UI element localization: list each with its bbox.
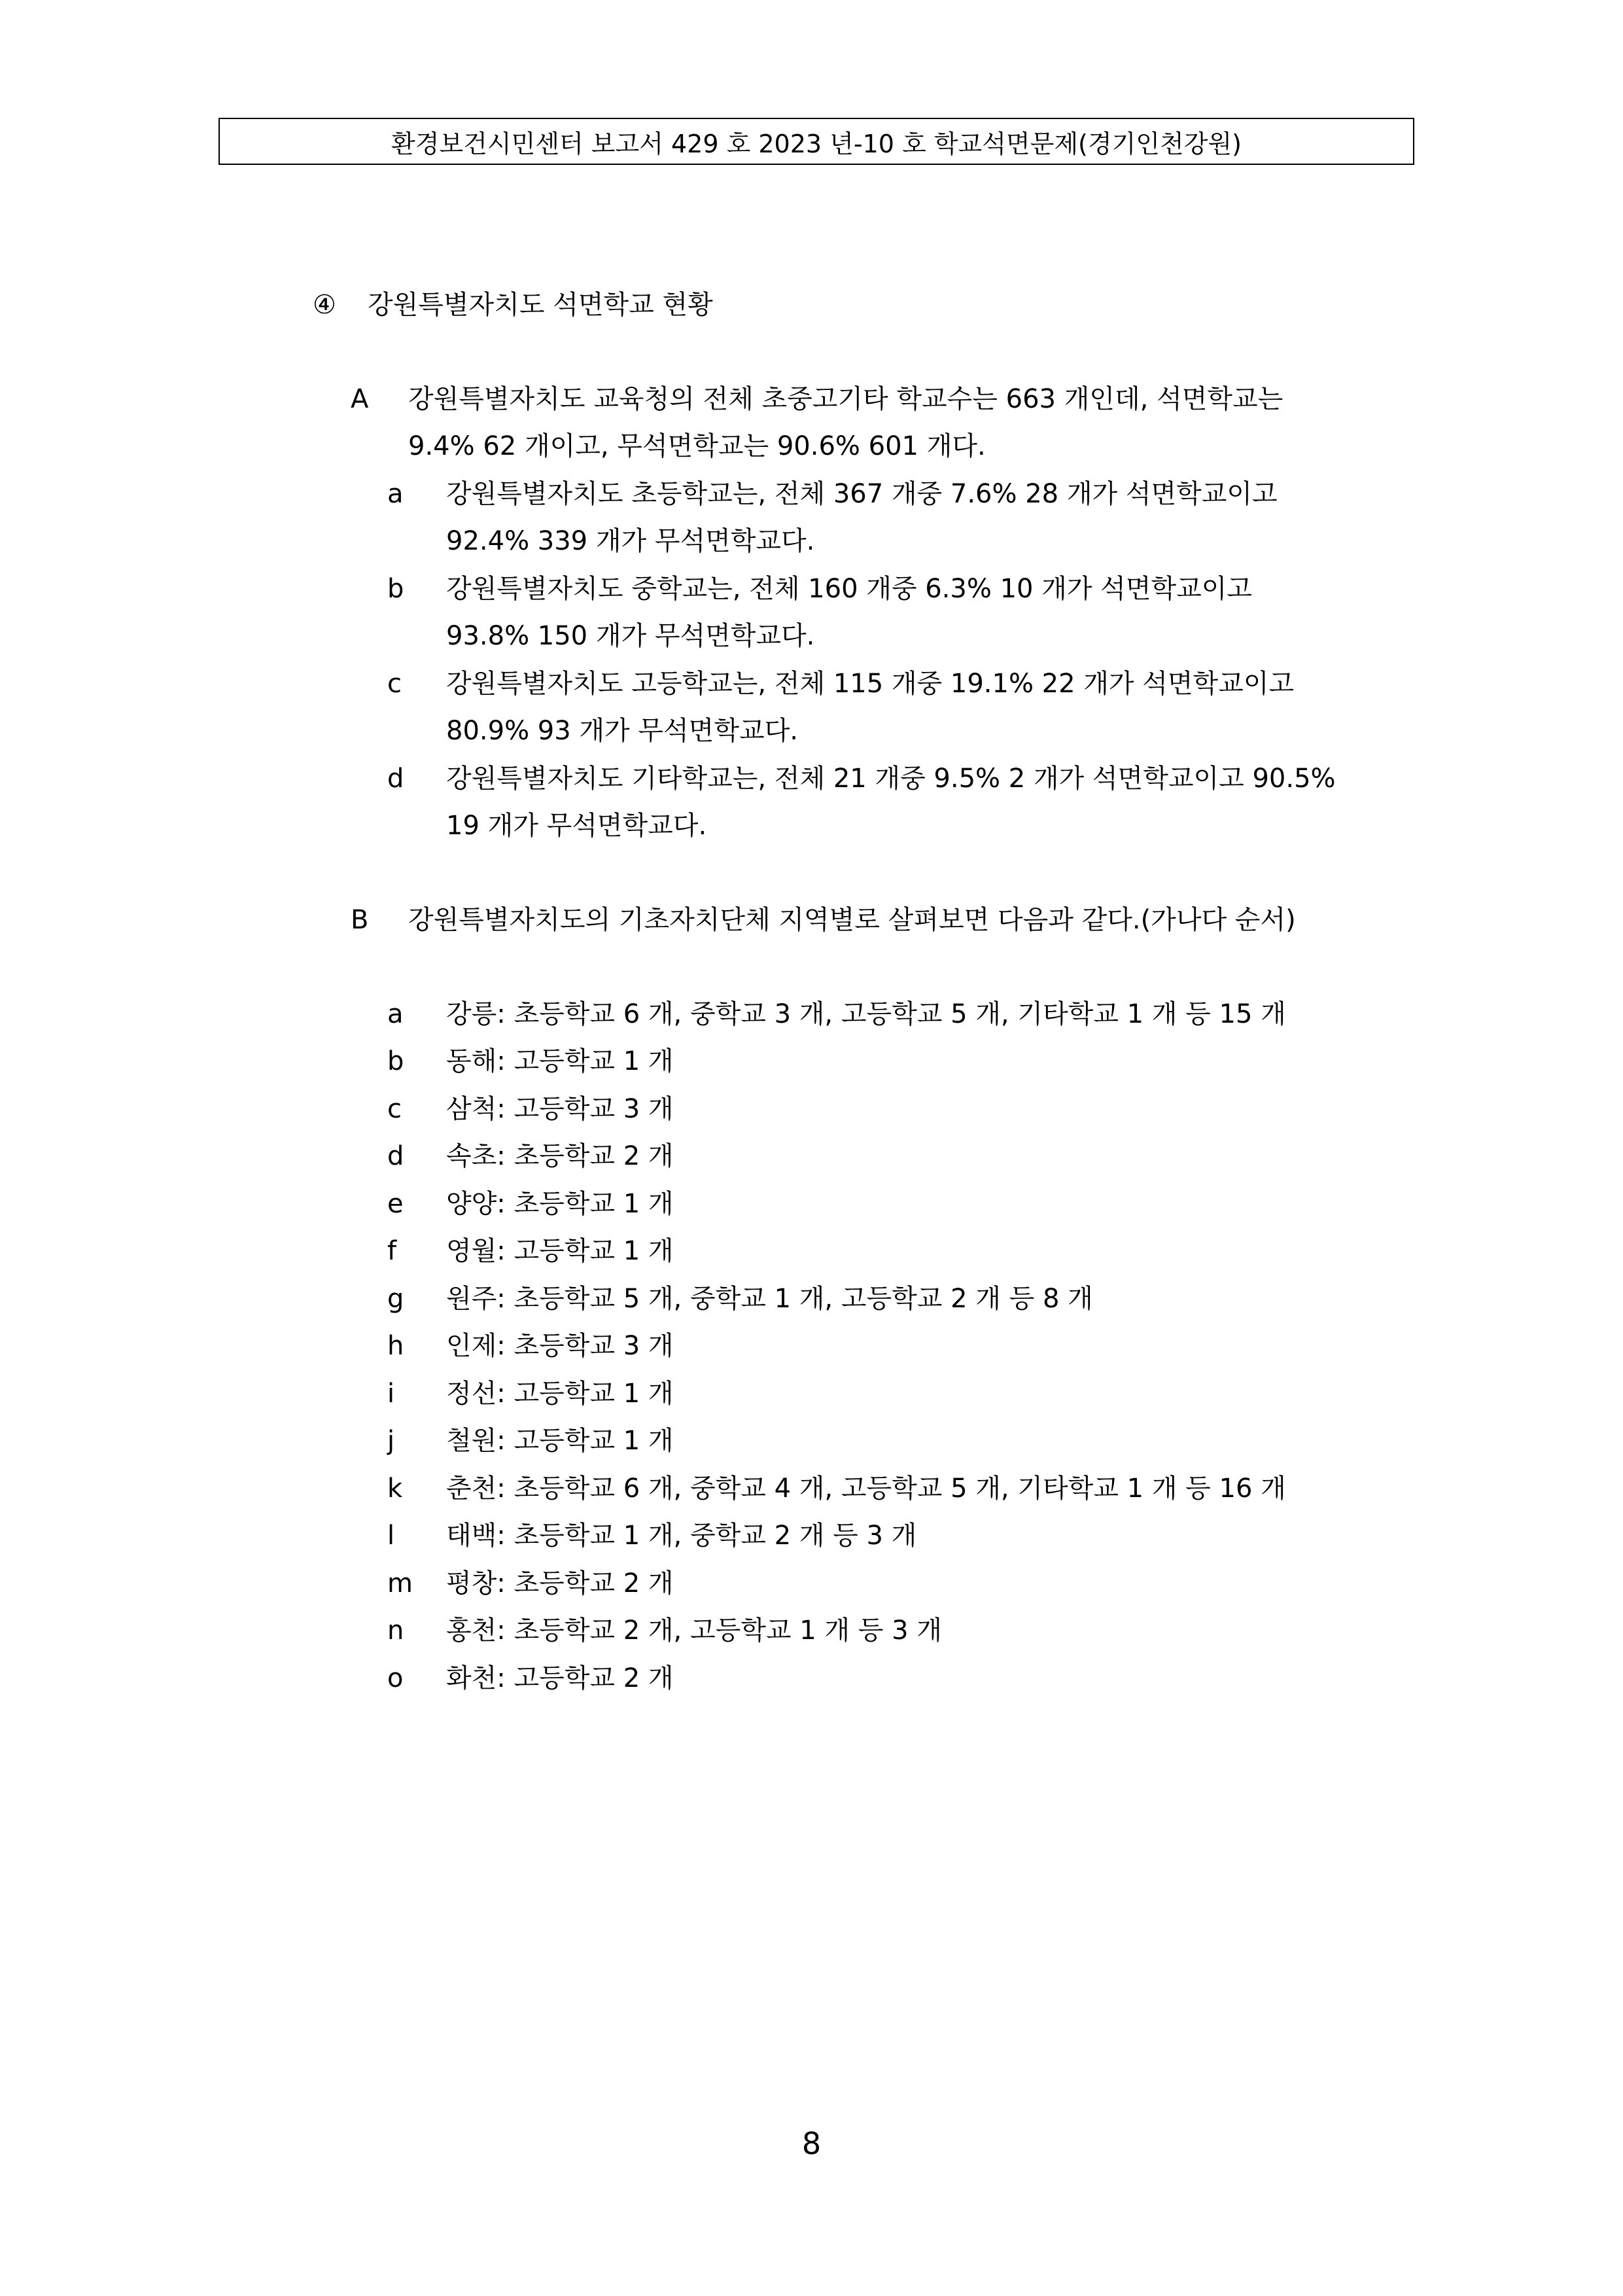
region-item: 철원: 고등학교 1 개 xyxy=(446,1426,674,1456)
region-item: 영월: 고등학교 1 개 xyxy=(446,1236,674,1266)
region-marker: m xyxy=(387,1568,413,1598)
section-a-item-line2: 80.9% 93 개가 무석면학교다. xyxy=(446,716,798,746)
section-a-item-line2: 19 개가 무석면학교다. xyxy=(446,811,707,841)
region-item: 평창: 초등학교 2 개 xyxy=(446,1568,674,1598)
region-marker: b xyxy=(387,1046,404,1076)
region-marker: h xyxy=(387,1331,404,1361)
region-item: 동해: 고등학교 1 개 xyxy=(446,1046,674,1076)
section-a-item-line2: 92.4% 339 개가 무석면학교다. xyxy=(446,526,815,556)
region-item: 속초: 초등학교 2 개 xyxy=(446,1141,674,1171)
section-a-item-marker: c xyxy=(387,669,402,699)
region-item: 삼척: 고등학교 3 개 xyxy=(446,1094,674,1124)
region-marker: o xyxy=(387,1663,404,1693)
region-marker: c xyxy=(387,1094,402,1124)
section-a-item-line2: 93.8% 150 개가 무석면학교다. xyxy=(446,621,815,651)
section-a-item-line1: 강원특별자치도 기타학교는, 전체 21 개중 9.5% 2 개가 석면학교이고 90.5% xyxy=(446,764,1336,794)
region-marker: k xyxy=(387,1474,403,1504)
section-a-text-line2: 9.4% 62 개이고, 무석면학교는 90.6% 601 개다. xyxy=(408,431,986,461)
region-marker: i xyxy=(387,1379,395,1409)
region-item: 강릉: 초등학교 6 개, 중학교 3 개, 고등학교 5 개, 기타학교 1 개 등 15 개 xyxy=(446,999,1286,1029)
section-b-marker: B xyxy=(351,905,369,935)
section-a-item-marker: d xyxy=(387,764,404,794)
region-item: 홍천: 초등학교 2 개, 고등학교 1 개 등 3 개 xyxy=(446,1616,942,1646)
report-header-title: 환경보건시민센터 보고서 429 호 2023 년-10 호 학교석면문제(경기인천강원) xyxy=(391,129,1242,158)
region-marker: j xyxy=(387,1426,395,1456)
region-item: 화천: 고등학교 2 개 xyxy=(446,1663,674,1693)
section-a-marker: A xyxy=(351,384,369,414)
region-marker: e xyxy=(387,1189,404,1219)
report-header xyxy=(218,118,1414,165)
region-marker: d xyxy=(387,1141,404,1171)
section-b-text: 강원특별자치도의 기초자치단체 지역별로 살펴보면 다음과 같다.(가나다 순서) xyxy=(408,905,1296,935)
section-a-item-marker: b xyxy=(387,574,404,604)
region-item: 인제: 초등학교 3 개 xyxy=(446,1331,674,1361)
section-a-item-line1: 강원특별자치도 고등학교는, 전체 115 개중 19.1% 22 개가 석면학교이고 xyxy=(446,669,1295,699)
region-marker: l xyxy=(387,1521,395,1551)
section-marker: ④ xyxy=(313,290,336,320)
region-item: 원주: 초등학교 5 개, 중학교 1 개, 고등학교 2 개 등 8 개 xyxy=(446,1284,1093,1314)
section-a-text-line1: 강원특별자치도 교육청의 전체 초중고기타 학교수는 663 개인데, 석면학교는 xyxy=(408,384,1283,414)
region-item: 태백: 초등학교 1 개, 중학교 2 개 등 3 개 xyxy=(446,1521,917,1551)
region-marker: g xyxy=(387,1284,404,1314)
section-title: 강원특별자치도 석면학교 현황 xyxy=(368,290,713,320)
region-marker: a xyxy=(387,999,404,1029)
region-marker: f xyxy=(387,1236,397,1266)
page-number: 8 xyxy=(801,2126,822,2161)
section-a-item-marker: a xyxy=(387,479,404,509)
region-marker: n xyxy=(387,1616,404,1646)
region-item: 정선: 고등학교 1 개 xyxy=(446,1379,674,1409)
region-item: 양양: 초등학교 1 개 xyxy=(446,1189,674,1219)
section-a-item-line1: 강원특별자치도 중학교는, 전체 160 개중 6.3% 10 개가 석면학교이고 xyxy=(446,574,1253,604)
section-a-item-line1: 강원특별자치도 초등학교는, 전체 367 개중 7.6% 28 개가 석면학교이고 xyxy=(446,479,1278,509)
region-item: 춘천: 초등학교 6 개, 중학교 4 개, 고등학교 5 개, 기타학교 1 개 등 16 개 xyxy=(446,1474,1286,1504)
